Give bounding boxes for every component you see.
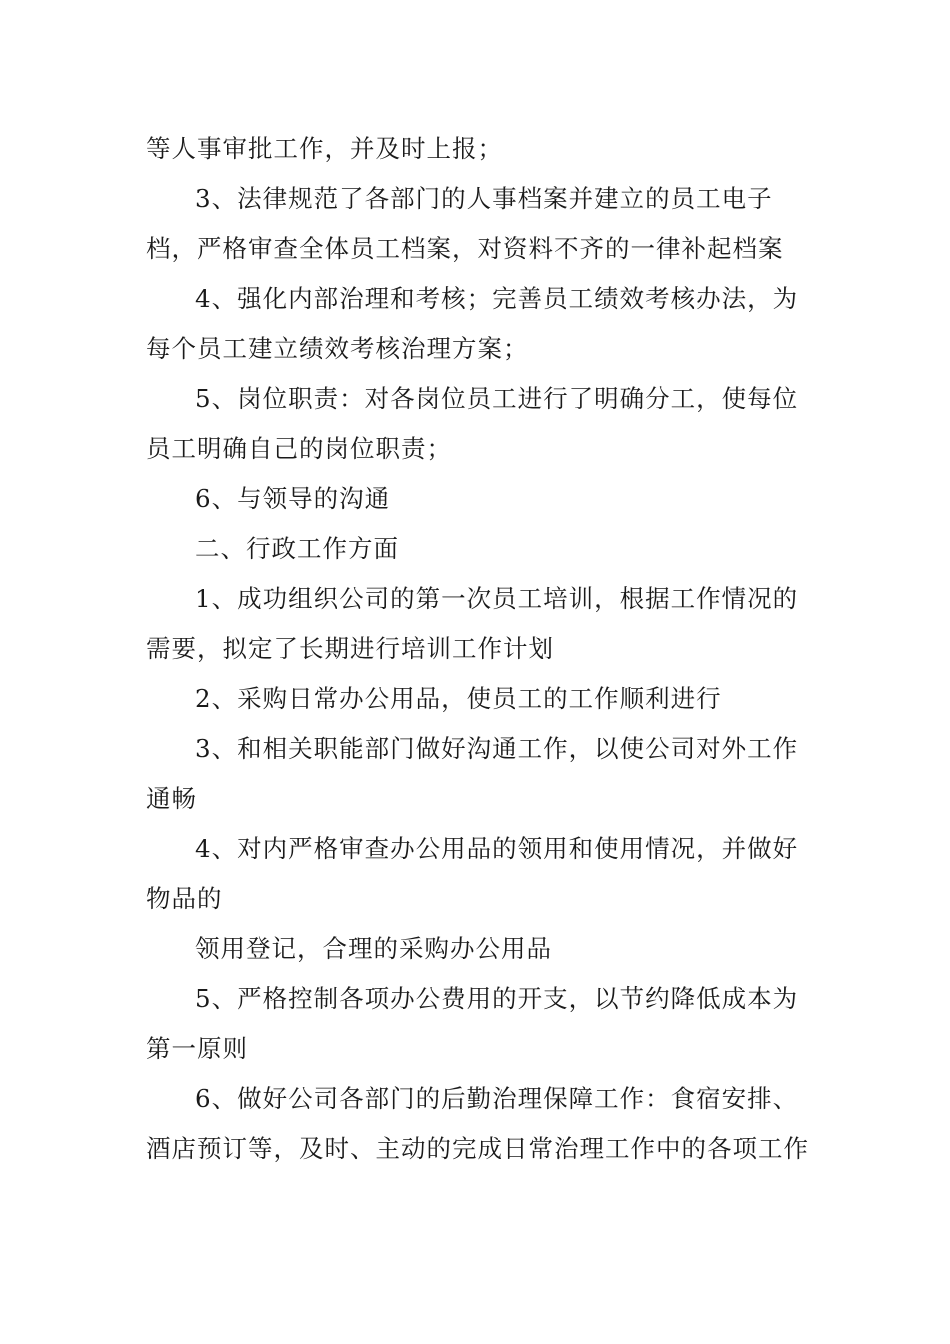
paragraph-4: 5、岗位职责：对各岗位员工进行了明确分工，使每位员工明确自己的岗位职责； xyxy=(146,384,799,463)
paragraph-10: 4、对内严格审查办公用品的领用和使用情况，并做好物品的 xyxy=(146,834,799,913)
paragraph-2: 3、法律规范了各部门的人事档案并建立的员工电子档，严格审查全体员工档案，对资料不齐的一律补起档案 xyxy=(146,184,784,263)
paragraph-9: 3、和相关职能部门做好沟通工作，以使公司对外工作通畅 xyxy=(146,734,799,813)
paragraph-8: 2、采购日常办公用品，使员工的工作顺利进行 xyxy=(195,684,722,713)
paragraph-11: 领用登记，合理的采购办公用品 xyxy=(195,934,552,963)
paragraph-1: 等人事审批工作，并及时上报； xyxy=(146,134,503,163)
paragraph-13: 6、做好公司各部门的后勤治理保障工作：食宿安排、酒店预订等，及时、主动的完成日常治理工作中的各项工作 xyxy=(146,1084,809,1163)
paragraph-7: 1、成功组织公司的第一次员工培训，根据工作情况的需要，拟定了长期进行培训工作计划 xyxy=(146,584,799,663)
paragraph-3: 4、强化内部治理和考核；完善员工绩效考核办法，为每个员工建立绩效考核治理方案； xyxy=(146,284,799,363)
section-heading-admin: 二、行政工作方面 xyxy=(195,534,399,563)
document-page xyxy=(146,124,810,1174)
paragraph-5: 6、与领导的沟通 xyxy=(195,484,391,513)
paragraph-12: 5、严格控制各项办公费用的开支，以节约降低成本为第一原则 xyxy=(146,984,799,1063)
